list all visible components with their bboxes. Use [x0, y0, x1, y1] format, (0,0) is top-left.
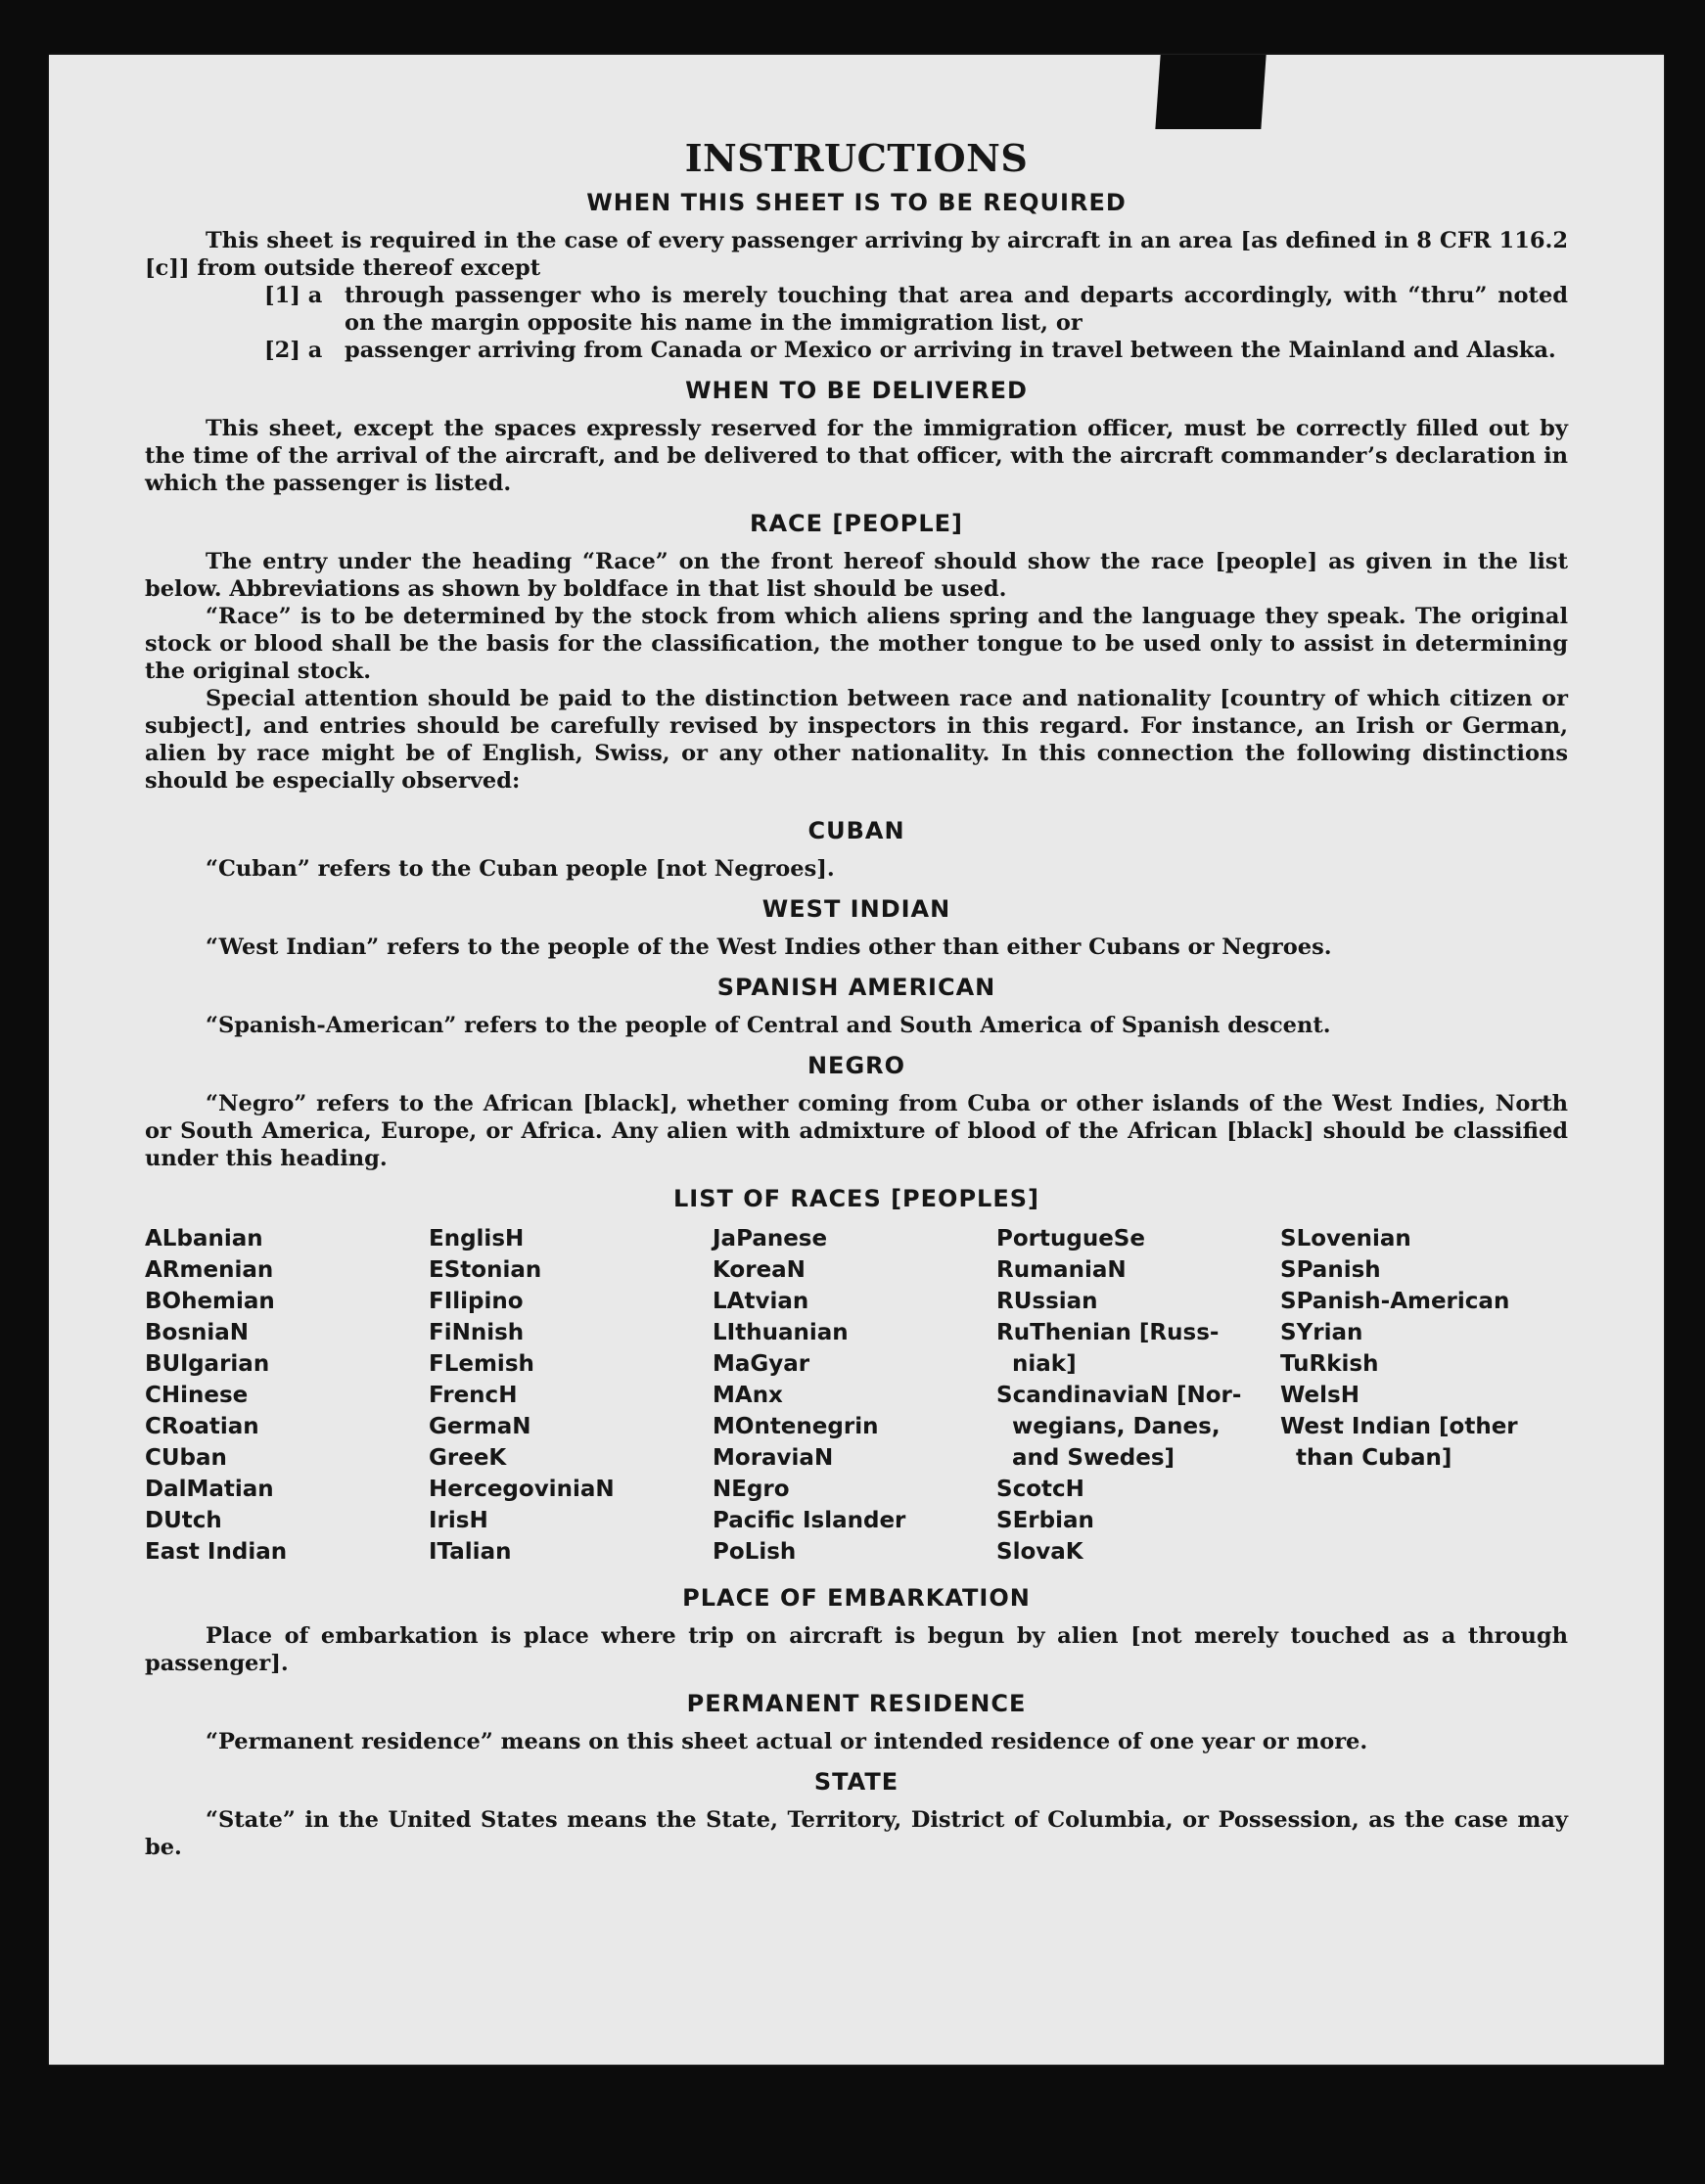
race-entry: FiNnish [429, 1320, 525, 1345]
heading-embarkation: PLACE OF EMBARKATION [682, 1584, 1031, 1612]
paragraph-spanish-american: “Spanish-American” refers to the people of Central and South America of Spanish descent. [206, 1013, 1331, 1038]
list-item-text: passenger arriving from Canada or Mexico or arriving in travel between the Mainland and Alaska. [345, 338, 1556, 363]
race-entry: LAtvian [713, 1289, 809, 1314]
race-entry: SLovenian [1280, 1226, 1411, 1251]
race-entry: PoLish [713, 1539, 797, 1565]
race-entry: ARmenian [145, 1257, 274, 1283]
race-entry: NEgro [713, 1477, 790, 1502]
race-entry: GreeK [429, 1445, 507, 1471]
race-entry: IrisH [429, 1508, 488, 1533]
race-entry: FIlipino [429, 1289, 524, 1314]
race-entry: East Indian [145, 1539, 288, 1565]
race-entry: KoreaN [713, 1257, 806, 1283]
race-entry: SYrian [1280, 1320, 1363, 1345]
heading-list-of-races: LIST OF RACES [PEOPLES] [673, 1185, 1039, 1212]
race-entry: CUban [145, 1445, 227, 1471]
heading-negro: NEGRO [806, 1052, 906, 1079]
race-entry: MAnx [713, 1383, 783, 1408]
race-entry: niak] [996, 1351, 1077, 1377]
race-entry: HercegoviniaN [429, 1477, 615, 1502]
list-item-text: through passenger who is merely touching that area and departs accordingly, with “thru” noted on the margin opposite his name in the immigration list, or [345, 283, 1568, 336]
race-entry: ScandinaviaN [Nor- [996, 1383, 1242, 1408]
race-entry: ScotcH [996, 1477, 1084, 1502]
heading-when-required: WHEN THIS SHEET IS TO BE REQUIRED [586, 189, 1127, 216]
race-entry: TuRkish [1280, 1351, 1379, 1377]
race-entry: GermaN [429, 1414, 531, 1439]
heading-spanish-american: SPANISH AMERICAN [716, 974, 996, 1001]
race-entry: SlovaK [996, 1539, 1083, 1565]
race-entry: SErbian [996, 1508, 1094, 1533]
races-column [996, 1223, 1280, 1568]
race-entry: and Swedes] [996, 1445, 1175, 1471]
race-entry: RumaniaN [996, 1257, 1127, 1283]
paragraph-race-2: “Race” is to be determined by the stock from which aliens spring and the language they speak. The original stock or blood shall be the basis for the classification, the mother tongue to be used only to assist in determining the original stock. [145, 604, 1568, 684]
page-title: INSTRUCTIONS [684, 136, 1029, 180]
document-content [145, 137, 1568, 1861]
paragraph-west-indian: “West Indian” refers to the people of the West Indies other than either Cubans or Negroes. [206, 934, 1332, 960]
paragraph-state: “State” in the United States means the State, Territory, District of Columbia, or Possession, as the case may be. [145, 1807, 1568, 1860]
race-entry: PortugueSe [996, 1226, 1145, 1251]
paragraph-embarkation: Place of embarkation is place where trip on aircraft is begun by alien [not merely touched as a through passenger]. [145, 1623, 1568, 1676]
race-entry: RuThenian [Russ- [996, 1320, 1220, 1345]
race-entry: MOntenegrin [713, 1414, 879, 1439]
paragraph-cuban: “Cuban” refers to the Cuban people [not Negroes]. [206, 856, 835, 882]
heading-race: RACE [PEOPLE] [749, 510, 964, 537]
paragraph-race-3: Special attention should be paid to the distinction between race and nationality [country of which citizen or subject], and entries should be carefully revised by inspectors in this regard. For instance, an Irish or German, alien by race might be of English, Swiss, or any other nationality. In this connection the following distinctions should be especially observed: [145, 686, 1568, 794]
race-entry: FrencH [429, 1383, 518, 1408]
race-entry: JaPanese [713, 1226, 828, 1251]
list-item [145, 282, 1568, 337]
race-entry: RUssian [996, 1289, 1098, 1314]
race-entry: DUtch [145, 1508, 222, 1533]
race-entry: FLemish [429, 1351, 534, 1377]
list-item-number: [1] a [264, 283, 323, 308]
race-entry: DalMatian [145, 1477, 274, 1502]
race-entry: Pacific Islander [713, 1508, 906, 1533]
paragraph-required: This sheet is required in the case of every passenger arriving by aircraft in an area [as defined in 8 CFR 116.2 [c]] from outside thereof except [145, 228, 1568, 281]
list-item-number: [2] a [264, 338, 323, 363]
races-list [145, 1223, 1568, 1568]
race-entry: EStonian [429, 1257, 542, 1283]
heading-when-delivered: WHEN TO BE DELIVERED [685, 377, 1028, 404]
race-entry: than Cuban] [1280, 1445, 1452, 1471]
race-entry: CHinese [145, 1383, 249, 1408]
races-column [145, 1223, 429, 1568]
paragraph-permanent-residence: “Permanent residence” means on this sheet actual or intended residence of one year or more. [206, 1729, 1368, 1754]
race-entry: SPanish-American [1280, 1289, 1510, 1314]
race-entry: West Indian [other [1280, 1414, 1518, 1439]
race-entry: WelsH [1280, 1383, 1359, 1408]
heading-state: STATE [813, 1768, 899, 1796]
race-entry: MaGyar [713, 1351, 810, 1377]
sheet-tab [1155, 55, 1266, 129]
paragraph-delivered: This sheet, except the spaces expressly reserved for the immigration officer, must be correctly filled out by the time of the arrival of the aircraft, and be delivered to that officer, with the aircraft commander’s declaration in which the passenger is listed. [145, 416, 1568, 496]
heading-permanent-residence: PERMANENT RESIDENCE [686, 1690, 1027, 1717]
races-column [713, 1223, 996, 1568]
races-column [429, 1223, 713, 1568]
race-entry: ITalian [429, 1539, 512, 1565]
race-entry: ALbanian [145, 1226, 263, 1251]
heading-west-indian: WEST INDIAN [761, 895, 951, 923]
race-entry: MoraviaN [713, 1445, 834, 1471]
race-entry: LIthuanian [713, 1320, 849, 1345]
race-entry: BUlgarian [145, 1351, 270, 1377]
race-entry: SPanish [1280, 1257, 1381, 1283]
race-entry: wegians, Danes, [996, 1414, 1221, 1439]
paragraph-race-1: The entry under the heading “Race” on the front hereof should show the race [people] as given in the list below. Abbreviations as shown by boldface in that list should be used. [145, 549, 1568, 602]
race-entry: BosniaN [145, 1320, 250, 1345]
race-entry: CRoatian [145, 1414, 259, 1439]
list-item [145, 337, 1568, 364]
race-entry: EnglisH [429, 1226, 525, 1251]
heading-cuban: CUBAN [807, 817, 905, 844]
race-entry: BOhemian [145, 1289, 275, 1314]
paragraph-negro: “Negro” refers to the African [black], whether coming from Cuba or other islands of the West Indies, North or South America, Europe, or Africa. Any alien with admixture of blood of the African [black] should be classified under this heading. [145, 1091, 1568, 1171]
races-column [1280, 1223, 1568, 1568]
